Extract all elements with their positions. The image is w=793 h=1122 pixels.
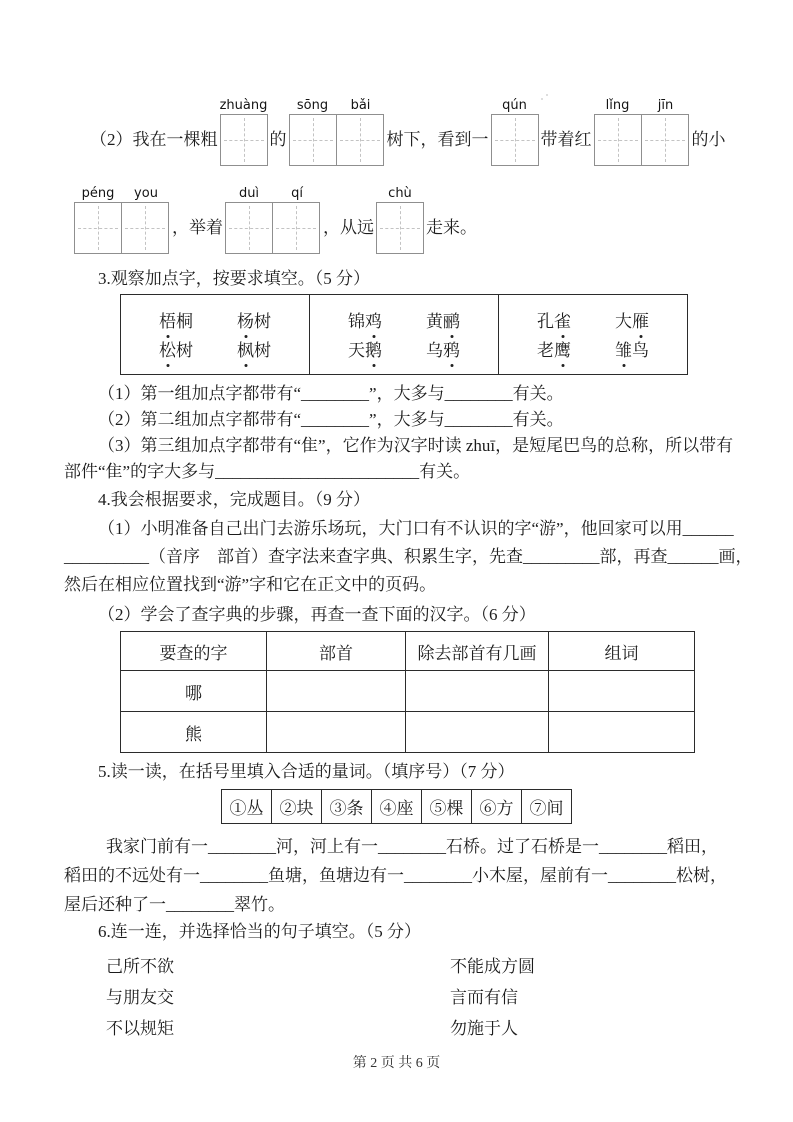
dotted-word bbox=[348, 341, 382, 361]
dictation-text: （2）我在一棵粗 bbox=[90, 130, 218, 149]
question-3-title: 3.观察加点字，按要求填空。（5 分） bbox=[98, 269, 370, 288]
dotted-word bbox=[615, 341, 649, 361]
tianzige-cell[interactable] bbox=[74, 202, 122, 254]
dotted-word bbox=[426, 341, 460, 361]
pinyin-label: péng bbox=[81, 186, 115, 201]
q5-text-line-1: 我家门前有一________河，河上有一________石桥。过了石桥是一________稻田， bbox=[106, 837, 718, 856]
tianzige-cell[interactable] bbox=[376, 202, 424, 254]
tianzige-cell[interactable] bbox=[225, 202, 273, 254]
dotted-char: 梧 bbox=[159, 312, 176, 331]
column-header: 部首 bbox=[267, 632, 406, 671]
answer-cell[interactable] bbox=[267, 712, 406, 753]
writing-grid bbox=[225, 186, 321, 254]
match-left-item[interactable]: 己所不欲 bbox=[106, 957, 174, 976]
question-3-items bbox=[64, 381, 734, 485]
dictation-text: 的 bbox=[269, 130, 287, 149]
answer-cell[interactable] bbox=[267, 671, 406, 712]
dotted-char: 鸦 bbox=[443, 341, 460, 360]
tianzige-cell[interactable] bbox=[594, 114, 642, 166]
tianzige-cell[interactable] bbox=[336, 114, 384, 166]
q5-text-line-2: 稻田的不远处有一________鱼塘，鱼塘边有一________小木屋，屋前有一________松树， bbox=[64, 866, 727, 885]
table-header-row bbox=[121, 632, 695, 671]
pinyin-label: chù bbox=[388, 186, 412, 201]
pinyin-label: bǎi bbox=[350, 98, 371, 113]
writing-grid bbox=[376, 186, 424, 254]
dotted-word bbox=[537, 312, 571, 332]
matching-exercise bbox=[64, 951, 729, 1044]
q4-item-1-line-1: （1）小明准备自己出门去游乐场玩，大门口有不认识的字“游”，他回家可以用______ bbox=[98, 519, 734, 538]
question-5-title: 5.读一读，在括号里填入合适的量词。（填序号）（7 分） bbox=[98, 762, 515, 781]
dotted-word bbox=[237, 341, 271, 361]
writing-grid bbox=[289, 98, 385, 166]
char: 黄 bbox=[426, 312, 443, 331]
q5-text-line-3: 屋后还种了一________翠竹。 bbox=[64, 895, 285, 914]
measure-word-options bbox=[221, 789, 572, 824]
dotted-word bbox=[348, 312, 382, 332]
dictation-text: ，从远 bbox=[323, 218, 374, 237]
dotted-char: 鹂 bbox=[443, 312, 460, 331]
dotted-char: 雏 bbox=[615, 341, 632, 360]
q4-item-2-title: （2）学会了查字典的步骤，再查一查下面的汉字。（6 分） bbox=[98, 605, 536, 624]
tianzige-cell[interactable] bbox=[220, 114, 268, 166]
char: 老 bbox=[537, 341, 554, 360]
dotted-words-table bbox=[120, 294, 688, 375]
tianzige-cell[interactable] bbox=[272, 202, 320, 254]
dotted-char: 鹰 bbox=[554, 341, 571, 360]
match-right-item[interactable]: 言而有信 bbox=[450, 988, 518, 1007]
word-group-2 bbox=[310, 295, 499, 375]
dotted-char: 鹅 bbox=[365, 341, 382, 360]
dotted-word bbox=[426, 312, 460, 332]
question-4-title: 4.我会根据要求，完成题目。（9 分） bbox=[98, 490, 370, 509]
dictation-row-1 bbox=[90, 98, 729, 166]
tianzige-cell[interactable] bbox=[121, 202, 169, 254]
match-row bbox=[106, 1013, 729, 1044]
tianzige-cell[interactable] bbox=[641, 114, 689, 166]
dictation-text: 的小 bbox=[691, 130, 726, 149]
character-cell: 熊 bbox=[121, 712, 267, 753]
q3-item-2: （2）第二组加点字都带有“________”，大多与________有关。 bbox=[98, 410, 564, 429]
answer-cell[interactable] bbox=[406, 671, 549, 712]
dotted-char: 杨 bbox=[237, 312, 254, 331]
dotted-word bbox=[159, 312, 193, 332]
writing-grid bbox=[491, 98, 539, 166]
pinyin-label: jīn bbox=[657, 98, 674, 113]
answer-cell[interactable] bbox=[549, 671, 695, 712]
answer-cell[interactable] bbox=[549, 712, 695, 753]
option-cell: ①丛 bbox=[222, 790, 272, 824]
q3-item-3-line-1: （3）第三组加点字都带有“隹”，它作为汉字时读 zhuī，是短尾巴鸟的总称，所以带有 bbox=[98, 436, 734, 455]
dotted-word bbox=[159, 341, 193, 361]
dotted-word bbox=[237, 312, 271, 332]
option-cell: ③条 bbox=[322, 790, 372, 824]
option-cell: ④座 bbox=[372, 790, 422, 824]
pinyin-label: qún bbox=[502, 98, 527, 113]
dictionary-lookup-table bbox=[120, 631, 695, 753]
dictation-text: 走来。 bbox=[426, 218, 477, 237]
dictation-text: 带着红 bbox=[540, 130, 592, 149]
column-header: 除去部首有几画 bbox=[406, 632, 549, 671]
match-row bbox=[106, 982, 729, 1013]
q4-item-1-line-3: 然后在相应位置找到“游”字和它在正文中的页码。 bbox=[64, 575, 437, 594]
pinyin-label: duì bbox=[238, 186, 260, 201]
char: 树 bbox=[254, 312, 271, 331]
page-number: 第 2 页 共 6 页 bbox=[352, 1056, 441, 1071]
column-header: 组词 bbox=[549, 632, 695, 671]
q4-item-1-line-2: __________（音序 部首）查字法来查字典、积累生字，先查_________部，再查______画， bbox=[64, 547, 753, 566]
match-left-item[interactable]: 不以规矩 bbox=[106, 1019, 174, 1038]
char: 树 bbox=[254, 341, 271, 360]
column-header: 要查的字 bbox=[121, 632, 267, 671]
option-cell: ②块 bbox=[272, 790, 322, 824]
pinyin-label: lǐng bbox=[605, 98, 630, 113]
pinyin-label: sōng bbox=[296, 98, 329, 113]
word-group-3 bbox=[499, 295, 688, 375]
writing-grid bbox=[74, 186, 170, 254]
pinyin-label: qí bbox=[291, 186, 303, 201]
char: 鸟 bbox=[632, 341, 649, 360]
dotted-char: 雁 bbox=[632, 312, 649, 331]
question-6-title: 6.连一连，并选择恰当的句子填空。（5 分） bbox=[98, 922, 421, 941]
writing-grid bbox=[594, 98, 690, 166]
word-group-1 bbox=[121, 295, 310, 375]
tianzige-cell[interactable] bbox=[491, 114, 539, 166]
char: 大 bbox=[615, 312, 632, 331]
pinyin-label: you bbox=[134, 186, 158, 201]
match-left-item[interactable]: 与朋友交 bbox=[106, 988, 174, 1007]
option-cell: ⑤棵 bbox=[422, 790, 472, 824]
pinyin-label: zhuàng bbox=[219, 98, 268, 113]
char: 桐 bbox=[176, 312, 193, 331]
dotted-char: 枫 bbox=[237, 341, 254, 360]
q3-item-1: （1）第一组加点字都带有“________”，大多与________有关。 bbox=[98, 384, 564, 403]
table-row bbox=[121, 712, 695, 753]
dictation-text: 树下，看到一 bbox=[386, 130, 489, 149]
option-cell: ⑦间 bbox=[522, 790, 572, 824]
match-row bbox=[106, 951, 729, 982]
char: 锦 bbox=[348, 312, 365, 331]
char: 孔 bbox=[537, 312, 554, 331]
option-cell: ⑥方 bbox=[472, 790, 522, 824]
answer-cell[interactable] bbox=[406, 712, 549, 753]
dictation-row-2 bbox=[72, 186, 729, 254]
dotted-word bbox=[615, 312, 649, 332]
match-right-item[interactable]: 不能成方圆 bbox=[450, 957, 535, 976]
char: 树 bbox=[176, 341, 193, 360]
match-right-item[interactable]: 勿施于人 bbox=[450, 1019, 518, 1038]
dotted-char: 雀 bbox=[554, 312, 571, 331]
char: 乌 bbox=[426, 341, 443, 360]
q3-item-3-line-2: 部件“隹”的字大多与________________________有关。 bbox=[64, 462, 471, 481]
writing-grid bbox=[220, 98, 268, 166]
dotted-char: 鸡 bbox=[365, 312, 382, 331]
char: 天 bbox=[348, 341, 365, 360]
table-row bbox=[121, 671, 695, 712]
character-cell: 哪 bbox=[121, 671, 267, 712]
tianzige-cell[interactable] bbox=[289, 114, 337, 166]
dotted-char: 松 bbox=[159, 341, 176, 360]
scan-artifact bbox=[541, 94, 549, 102]
dictation-text: ，举着 bbox=[172, 218, 223, 237]
dotted-word bbox=[537, 341, 571, 361]
